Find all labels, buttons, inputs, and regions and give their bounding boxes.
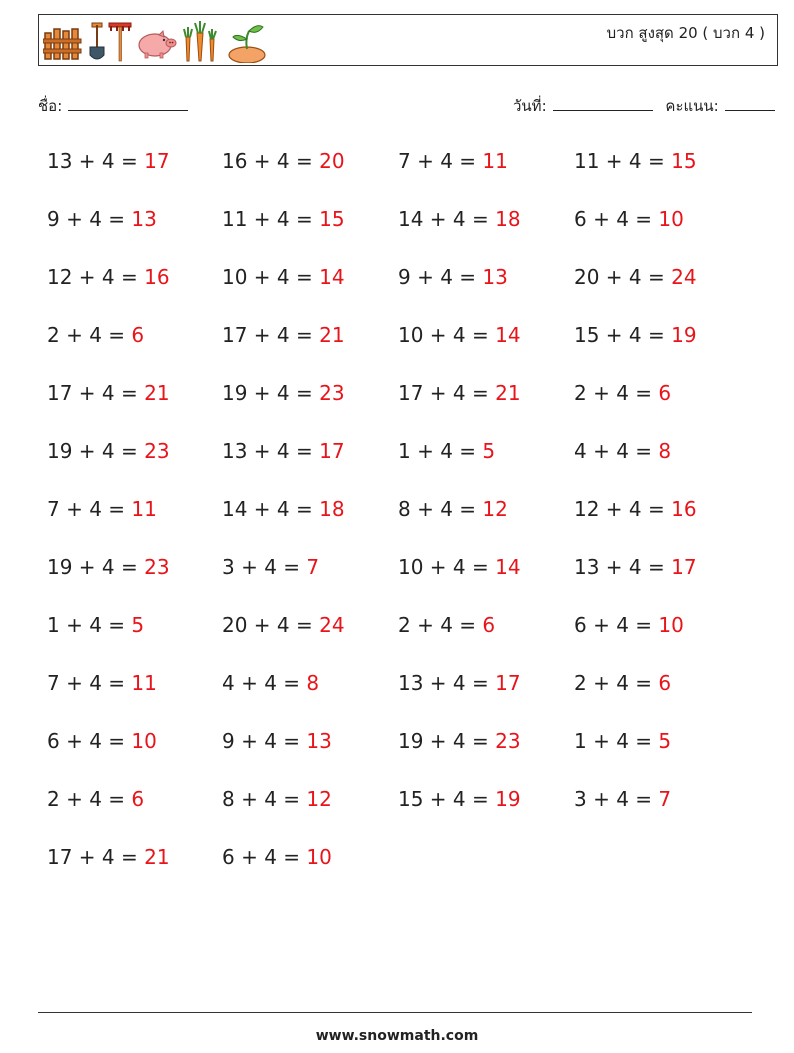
problem-answer: 21 [495,381,521,405]
problem-answer: 6 [658,671,672,695]
score-label: คะแนน: [665,97,719,115]
problem-question: 9 + 4 = [398,265,483,289]
problem-answer: 10 [658,613,684,637]
problem-answer: 14 [495,323,521,347]
shovel-icon [87,19,109,63]
header-icons [43,19,273,63]
problem-question: 11 + 4 = [574,149,672,173]
problem-answer: 18 [495,207,521,231]
problem-answer: 7 [658,787,672,811]
problem-row [47,723,767,781]
problem-item [222,839,332,875]
problem-answer: 13 [131,207,157,231]
problem-answer: 17 [671,555,697,579]
problem-item [574,201,684,237]
problem-question: 19 + 4 = [47,439,145,463]
problem-item [398,491,508,527]
problem-item [47,375,170,411]
problem-question: 7 + 4 = [47,671,132,695]
problem-row [47,549,767,607]
name-blank[interactable] [68,96,188,111]
sprout-icon [225,19,269,63]
fence-icon [43,19,85,63]
problem-question: 12 + 4 = [574,497,672,521]
score-blank[interactable] [725,96,775,111]
problem-answer: 7 [306,555,320,579]
problem-grid [47,143,767,897]
problem-row [47,317,767,375]
problem-answer: 21 [144,845,170,869]
problem-item [398,723,521,759]
problem-answer: 17 [144,149,170,173]
problem-question: 6 + 4 = [574,207,659,231]
problem-answer: 17 [495,671,521,695]
problem-answer: 6 [131,323,145,347]
problem-answer: 6 [131,787,145,811]
problem-item [398,433,495,469]
problem-question: 17 + 4 = [47,381,145,405]
problem-answer: 5 [482,439,496,463]
problem-answer: 24 [319,613,345,637]
problem-item [47,143,170,179]
problem-answer: 20 [319,149,345,173]
problem-answer: 11 [482,149,508,173]
problem-item [222,143,345,179]
problem-item [47,781,144,817]
problem-item [222,723,332,759]
problem-answer: 16 [144,265,170,289]
problem-item [398,201,521,237]
date-score-field [513,94,775,118]
problem-item [222,317,345,353]
problem-item [574,491,697,527]
name-field [38,94,188,118]
problem-question: 9 + 4 = [222,729,307,753]
problem-answer: 18 [319,497,345,521]
problem-answer: 10 [658,207,684,231]
problem-answer: 12 [306,787,332,811]
problem-row [47,433,767,491]
problem-answer: 12 [482,497,508,521]
problem-answer: 23 [144,439,170,463]
problem-question: 19 + 4 = [398,729,496,753]
problem-question: 13 + 4 = [574,555,672,579]
problem-question: 4 + 4 = [222,671,307,695]
problem-question: 7 + 4 = [398,149,483,173]
problem-question: 2 + 4 = [47,323,132,347]
problem-item [47,549,170,585]
problem-answer: 23 [144,555,170,579]
problem-question: 6 + 4 = [47,729,132,753]
problem-item [47,665,157,701]
problem-question: 20 + 4 = [574,265,672,289]
rake-icon [107,19,133,63]
problem-answer: 5 [131,613,145,637]
problem-row [47,201,767,259]
problem-item [574,723,671,759]
problem-item [222,433,345,469]
problem-item [398,781,521,817]
problem-item [47,491,157,527]
problem-row [47,143,767,201]
problem-question: 13 + 4 = [222,439,320,463]
problem-answer: 11 [131,671,157,695]
problem-item [222,607,345,643]
problem-answer: 8 [658,439,672,463]
problem-answer: 8 [306,671,320,695]
problem-item [47,201,157,237]
problem-item [222,781,332,817]
problem-answer: 6 [658,381,672,405]
problem-question: 15 + 4 = [398,787,496,811]
problem-answer: 13 [306,729,332,753]
problem-item [398,375,521,411]
carrots-icon [181,19,221,63]
problem-question: 2 + 4 = [47,787,132,811]
problem-row [47,607,767,665]
problem-question: 16 + 4 = [222,149,320,173]
problem-question: 14 + 4 = [398,207,496,231]
problem-item [574,143,697,179]
problem-answer: 15 [319,207,345,231]
problem-answer: 14 [319,265,345,289]
problem-answer: 11 [131,497,157,521]
problem-answer: 10 [306,845,332,869]
problem-item [574,781,671,817]
problem-question: 14 + 4 = [222,497,320,521]
problem-question: 2 + 4 = [398,613,483,637]
problem-question: 17 + 4 = [222,323,320,347]
pig-icon [135,19,179,63]
problem-item [574,433,671,469]
problem-answer: 21 [144,381,170,405]
problem-question: 4 + 4 = [574,439,659,463]
problem-answer: 13 [482,265,508,289]
date-label: วันที่: [513,97,547,115]
problem-answer: 5 [658,729,672,753]
problem-row [47,491,767,549]
footer-url: www.snowmath.com [315,1028,479,1044]
problem-question: 7 + 4 = [47,497,132,521]
problem-question: 13 + 4 = [47,149,145,173]
problem-row [47,839,767,897]
problem-item [398,549,521,585]
problem-question: 10 + 4 = [398,323,496,347]
problem-row [47,665,767,723]
problem-question: 2 + 4 = [574,671,659,695]
page-title: บวก สูงสุด 20 ( บวก 4 ) [606,24,765,42]
problem-question: 1 + 4 = [574,729,659,753]
problem-row [47,259,767,317]
date-blank[interactable] [553,96,653,111]
problem-row [47,375,767,433]
problem-question: 19 + 4 = [222,381,320,405]
problem-item [222,201,345,237]
problem-question: 6 + 4 = [574,613,659,637]
problem-answer: 19 [495,787,521,811]
problem-question: 10 + 4 = [398,555,496,579]
problem-answer: 21 [319,323,345,347]
problem-question: 8 + 4 = [398,497,483,521]
footer-divider [38,1012,752,1013]
problem-item [574,259,697,295]
problem-item [398,143,508,179]
problem-item [398,259,508,295]
problem-question: 17 + 4 = [398,381,496,405]
worksheet-header [38,14,778,66]
problem-item [222,259,345,295]
problem-answer: 10 [131,729,157,753]
problem-answer: 17 [319,439,345,463]
problem-item [47,317,144,353]
problem-question: 8 + 4 = [222,787,307,811]
name-label: ชื่อ: [38,97,63,115]
problem-item [222,375,345,411]
problem-question: 1 + 4 = [47,613,132,637]
problem-answer: 14 [495,555,521,579]
problem-item [574,549,697,585]
problem-question: 2 + 4 = [574,381,659,405]
problem-item [47,433,170,469]
problem-item [47,723,157,759]
problem-question: 3 + 4 = [222,555,307,579]
problem-question: 6 + 4 = [222,845,307,869]
problem-answer: 24 [671,265,697,289]
problem-answer: 23 [495,729,521,753]
problem-item [47,839,170,875]
problem-answer: 19 [671,323,697,347]
problem-question: 19 + 4 = [47,555,145,579]
problem-question: 1 + 4 = [398,439,483,463]
problem-question: 3 + 4 = [574,787,659,811]
problem-item [398,317,521,353]
problem-item [222,665,319,701]
problem-item [47,607,144,643]
problem-item [574,607,684,643]
problem-item [574,375,671,411]
problem-question: 9 + 4 = [47,207,132,231]
problem-question: 11 + 4 = [222,207,320,231]
problem-question: 15 + 4 = [574,323,672,347]
problem-item [222,549,319,585]
problem-item [574,665,671,701]
problem-answer: 23 [319,381,345,405]
problem-answer: 6 [482,613,496,637]
problem-question: 12 + 4 = [47,265,145,289]
problem-answer: 15 [671,149,697,173]
problem-item [47,259,170,295]
problem-question: 17 + 4 = [47,845,145,869]
problem-item [574,317,697,353]
problem-row [47,781,767,839]
problem-question: 13 + 4 = [398,671,496,695]
problem-item [398,665,521,701]
problem-item [222,491,345,527]
problem-item [398,607,495,643]
problem-answer: 16 [671,497,697,521]
problem-question: 10 + 4 = [222,265,320,289]
problem-question: 20 + 4 = [222,613,320,637]
